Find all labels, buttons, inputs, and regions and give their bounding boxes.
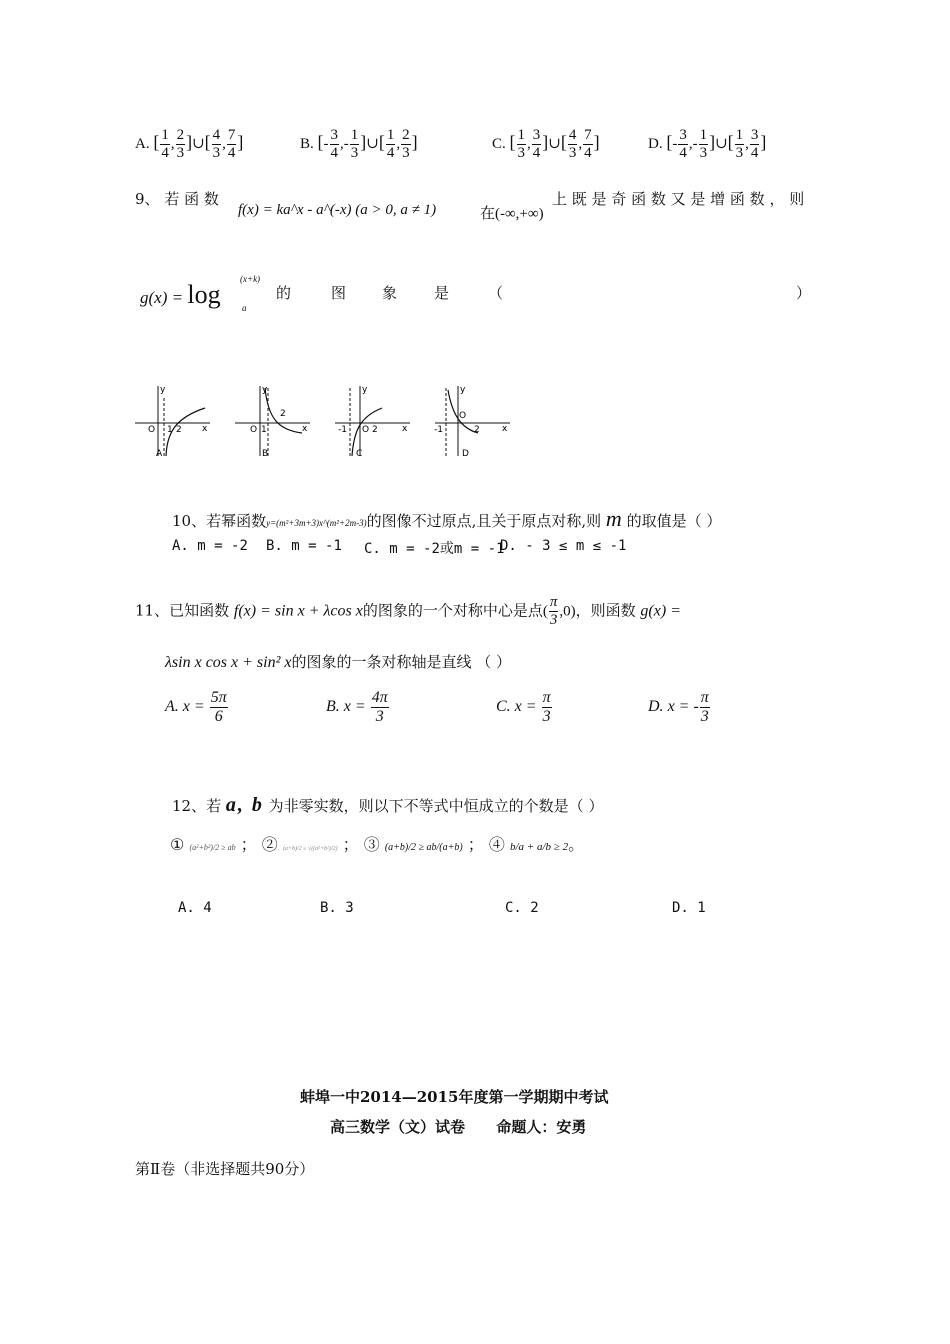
graph-d bbox=[434, 385, 510, 459]
fraction-den: 6 bbox=[214, 708, 223, 725]
q11-option-c bbox=[496, 690, 553, 725]
svg-text:2: 2 bbox=[176, 425, 182, 435]
svg-text:O: O bbox=[250, 425, 258, 435]
q9-text-c: 的 bbox=[276, 284, 292, 302]
q10-line bbox=[172, 506, 721, 532]
svg-text:x: x bbox=[402, 424, 408, 434]
q9-text-f: 是 bbox=[434, 284, 450, 302]
var-m: m bbox=[605, 506, 622, 531]
fraction-num: π bbox=[542, 689, 551, 706]
option-label: C. bbox=[505, 900, 522, 916]
option-label: A. bbox=[165, 698, 179, 716]
log-sup: (x+k) bbox=[240, 274, 261, 284]
item-mark: ② bbox=[261, 835, 278, 854]
fraction-den: 3 bbox=[375, 708, 384, 725]
q9-formula: f(x) = ka^x - a^(-x) (a > 0, a ≠ 1) bbox=[238, 202, 437, 218]
question-number: 10、 bbox=[172, 512, 207, 530]
item-end: 。 bbox=[568, 835, 585, 854]
svg-text:O: O bbox=[362, 425, 370, 435]
svg-text:2: 2 bbox=[474, 425, 480, 435]
q12-vars: a, b bbox=[225, 794, 264, 816]
item-mark: ④ bbox=[488, 835, 505, 854]
q11-option-a bbox=[165, 690, 229, 725]
g-left: g(x) = bbox=[140, 288, 188, 307]
svg-text:O: O bbox=[148, 425, 156, 435]
option-label: A. bbox=[178, 900, 195, 916]
graph-b bbox=[235, 385, 310, 459]
q12-option-c bbox=[505, 900, 539, 916]
option-value: 2 bbox=[530, 900, 539, 916]
union-symbol: ∪ bbox=[715, 135, 728, 152]
option-lhs: x = bbox=[343, 698, 366, 716]
q9-paren-close: ） bbox=[796, 284, 812, 302]
option-label: B. bbox=[320, 900, 337, 916]
q10-option-b bbox=[266, 538, 342, 554]
section-heading: 第Ⅱ卷（非选择题共90分） bbox=[135, 1160, 315, 1178]
option-value: m = -2或m = -1 bbox=[389, 541, 505, 557]
option-label: B. bbox=[300, 135, 314, 152]
option-lhs: x = bbox=[182, 698, 205, 716]
q9-graphs bbox=[130, 378, 530, 464]
fraction-num: 5π bbox=[210, 689, 227, 706]
q8-option-a: A. [ $\frac{1}{4}$ , $\frac{2}{3}$ ]∪[ $\frac{4}{3}$ , $\frac{7}{4}$ ] bbox=[135, 127, 244, 161]
q8-option-c: C. [ $\frac{1}{3}$ , $\frac{3}{4}$ ]∪[ $\frac{4}{3}$ , $\frac{7}{4}$ ] bbox=[492, 127, 600, 161]
exam-subtitle: 高三数学（文）试卷 命题人：安勇 bbox=[330, 1118, 587, 1136]
item-expr: (a²+b²)/2 ≥ ab bbox=[189, 843, 236, 852]
question-text: 若 bbox=[206, 797, 222, 815]
q11-g-formula: g(x) = bbox=[640, 602, 681, 620]
q12-option-d bbox=[672, 900, 706, 916]
svg-text:O: O bbox=[459, 411, 467, 421]
svg-text:x: x bbox=[302, 424, 308, 434]
option-label: B. bbox=[266, 538, 283, 554]
option-label: D. bbox=[500, 538, 517, 554]
graph-label: D bbox=[462, 449, 469, 459]
item-sep: ； bbox=[240, 835, 257, 854]
q8-option-d: D. [- $\frac{3}{4}$ ,- $\frac{1}{3}$ ]∪[ $\frac{1}{3}$ , $\frac{3}{4}$ ] bbox=[648, 127, 767, 161]
q11-option-d bbox=[648, 690, 711, 725]
svg-text:y: y bbox=[262, 385, 268, 395]
q11-line2-formula: λsin x cos x + sin² x bbox=[165, 654, 292, 671]
svg-text:1: 1 bbox=[261, 425, 267, 435]
q10-option-a bbox=[172, 538, 248, 554]
q11-line1: 11、已知函数 f(x) = sin x + λcos x的图象的一个对称中心是点( $\frac{\pi}{3}$ ,0)，则函数 g(x) = bbox=[135, 594, 681, 628]
item-expr: (a+b)/2 ≥ ab/(a+b) bbox=[384, 842, 463, 853]
option-value: 1 bbox=[697, 900, 706, 916]
option-label: C. bbox=[496, 698, 511, 716]
item-mark: ③ bbox=[363, 835, 380, 854]
item-mark: ① bbox=[170, 835, 185, 854]
fraction-num: π bbox=[549, 594, 558, 610]
option-label: A. bbox=[172, 538, 189, 554]
q12-option-b bbox=[320, 900, 354, 916]
fraction-den: 3 bbox=[542, 708, 551, 725]
item-sep: ； bbox=[342, 835, 359, 854]
question-text: 若幂函数 bbox=[206, 512, 267, 530]
question-text-b: 的图象的一个对称中心是点 bbox=[362, 601, 543, 620]
item-sep: ； bbox=[467, 835, 484, 854]
option-label: D. bbox=[648, 135, 663, 152]
q8-option-b: B. [- $\frac{3}{4}$ ,- $\frac{1}{3}$ ]∪[ $\frac{1}{4}$ , $\frac{2}{3}$ ] bbox=[300, 127, 418, 161]
option-lhs: x = bbox=[667, 698, 690, 716]
question-text-c: ，则函数 bbox=[575, 601, 636, 620]
question-text: 若 函 数 bbox=[164, 190, 219, 208]
option-label: C. bbox=[364, 541, 381, 557]
graph-label: C bbox=[356, 449, 363, 459]
question-text-b: 的图像不过原点,且关于原点对称,则 bbox=[366, 512, 602, 530]
graph-c bbox=[335, 385, 410, 459]
option-label: D. bbox=[648, 698, 664, 716]
option-value: - 3 ≤ m ≤ -1 bbox=[525, 538, 627, 554]
svg-text:x: x bbox=[202, 424, 208, 434]
svg-text:1: 1 bbox=[167, 425, 173, 435]
svg-text:x: x bbox=[502, 424, 508, 434]
svg-text:y: y bbox=[460, 385, 466, 395]
option-label: C. bbox=[492, 135, 506, 152]
q9-text-d: 图 bbox=[331, 284, 347, 302]
question-text-c: 的取值是（ ） bbox=[626, 512, 722, 530]
svg-text:2: 2 bbox=[280, 409, 286, 419]
q11-line2 bbox=[165, 651, 511, 672]
q10-option-d bbox=[500, 538, 626, 554]
question-number: 11、 bbox=[135, 601, 170, 620]
option-label: D. bbox=[672, 900, 689, 916]
question-number: 9、 bbox=[135, 190, 160, 208]
q11-option-b bbox=[326, 690, 390, 725]
q11-f-formula: f(x) = sin x + λcos x bbox=[233, 602, 363, 620]
q9-g-formula bbox=[140, 280, 221, 310]
log-symbol: log bbox=[187, 280, 221, 309]
fraction-den: 3 bbox=[549, 612, 558, 628]
q9-paren-open: （ bbox=[488, 284, 504, 302]
q10-option-c bbox=[364, 538, 504, 558]
item-expr: (a+b)/2 ≤ √((a²+b²)/2) bbox=[282, 846, 338, 852]
graph-label: B bbox=[262, 449, 269, 459]
q10-formula: y=(m²+3m+3)x^(m²+2m-3) bbox=[266, 518, 367, 528]
q12-items bbox=[170, 832, 584, 855]
option-sign: - bbox=[693, 698, 699, 716]
option-value: m = -2 bbox=[197, 538, 248, 554]
option-value: m = -1 bbox=[291, 538, 342, 554]
svg-text:y: y bbox=[362, 385, 368, 395]
question-text-b: 为非零实数，则以下不等式中恒成立的个数是（ ） bbox=[268, 797, 604, 815]
union-symbol: ∪ bbox=[366, 135, 379, 152]
fraction-num: 4π bbox=[371, 689, 388, 706]
graph-label: A bbox=[156, 449, 163, 459]
q9-text-e: 象 bbox=[382, 284, 398, 302]
log-sub: a bbox=[242, 303, 247, 313]
svg-text:2: 2 bbox=[372, 425, 378, 435]
q9-number-text bbox=[135, 188, 219, 209]
fraction-num: π bbox=[700, 689, 709, 706]
question-number: 12、 bbox=[172, 797, 207, 815]
option-label: B. bbox=[326, 698, 340, 716]
option-lhs: x = bbox=[514, 698, 537, 716]
svg-text:-1: -1 bbox=[338, 425, 347, 435]
item-expr: b/a + a/b ≥ 2 bbox=[510, 841, 569, 853]
point-rest: ,0) bbox=[559, 603, 576, 620]
option-value: 4 bbox=[203, 900, 212, 916]
fraction-den: 3 bbox=[700, 708, 709, 725]
question-text-d: 的图象的一条对称轴是直线 （ ） bbox=[291, 653, 512, 671]
exam-title: 蚌埠一中2014—2015年度第一学期期中考试 bbox=[300, 1088, 609, 1106]
q9-domain: 在(-∞,+∞) bbox=[480, 206, 544, 222]
question-text: 已知函数 bbox=[169, 601, 230, 620]
point-fraction bbox=[549, 595, 559, 628]
svg-text:-1: -1 bbox=[434, 425, 443, 435]
graph-a bbox=[135, 385, 210, 459]
q12-option-a bbox=[178, 900, 212, 916]
union-symbol: ∪ bbox=[548, 135, 561, 152]
option-label: A. bbox=[135, 135, 150, 152]
q12-line bbox=[172, 794, 603, 817]
union-symbol: ∪ bbox=[192, 135, 205, 152]
q9-text-b: 上 既 是 奇 函 数 又 是 增 函 数 ， 则 bbox=[552, 190, 805, 208]
svg-text:y: y bbox=[160, 385, 166, 395]
option-value: 3 bbox=[345, 900, 354, 916]
